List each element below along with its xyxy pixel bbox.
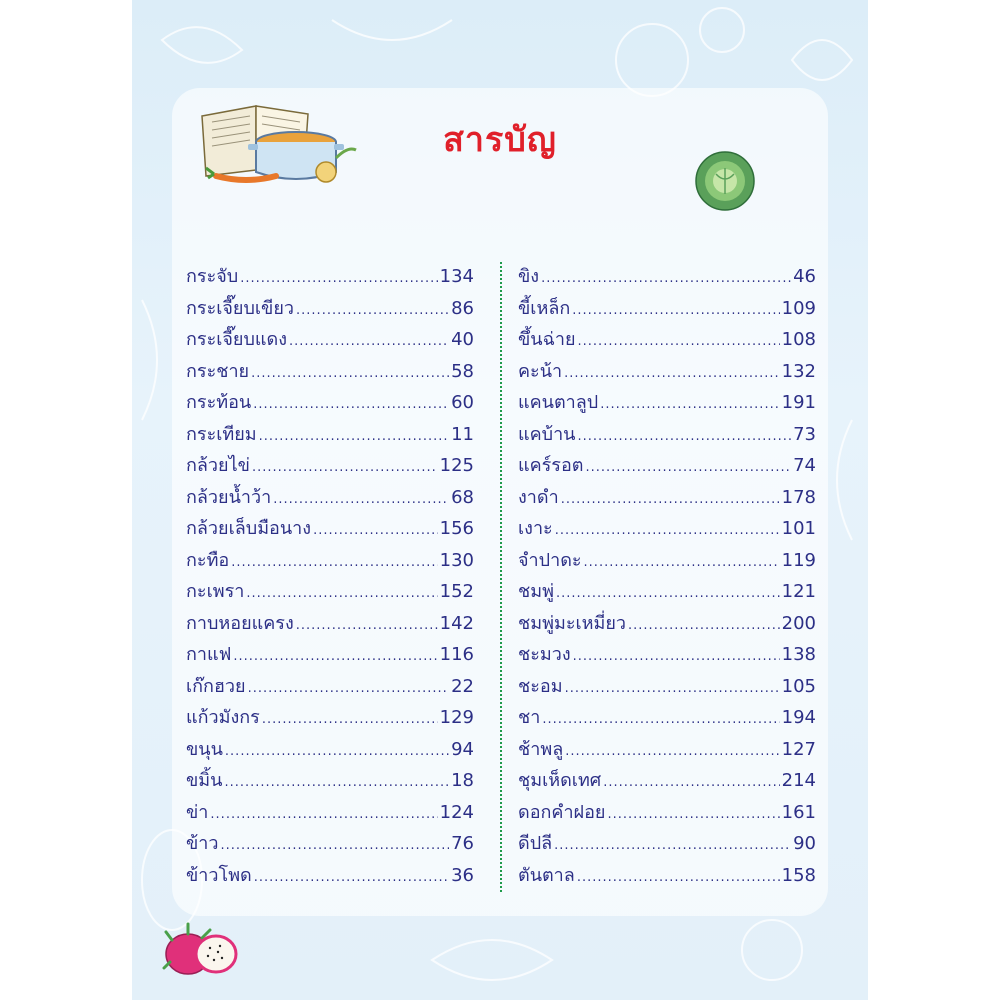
toc-entry [518,356,816,388]
toc-entry-name: ชะอม [518,675,563,697]
toc-entry-page: 58 [451,360,474,382]
toc-entry [518,387,816,419]
page-title: สารบัญ [443,120,557,160]
dot-leader [313,523,438,538]
toc-entry-page: 132 [781,360,816,382]
toc-entry [186,639,474,671]
toc-entry [518,545,816,577]
toc-entry-name: ชมพู่ [518,581,554,602]
toc-entry [186,324,474,356]
toc-entry-page: 127 [781,738,816,760]
toc-entry-name: จำปาดะ [518,549,582,571]
toc-entry [518,702,816,734]
toc-entry [186,702,474,734]
dot-leader [296,303,449,318]
toc-entry [518,639,816,671]
toc-entry-page: 86 [451,297,474,319]
dot-leader [542,712,779,727]
dot-leader [262,712,438,727]
toc-entry [518,734,816,766]
toc-entry-name: ดอกคำฝอย [518,801,606,823]
dot-leader [253,397,449,412]
toc-entry-name: กล้วยเล็บมือนาง [186,518,312,539]
toc-entry-name: คะน้า [518,360,563,382]
toc-right-column [518,261,816,891]
toc-entry [186,576,474,608]
toc-entry-name: แคนตาลูป [518,392,599,413]
toc-entry-name: แคร์รอต [518,455,584,476]
dot-leader [259,429,449,444]
dot-leader [564,366,780,381]
toc-entry-page: 116 [439,644,474,665]
toc-entry [518,608,816,640]
dot-leader [577,429,791,444]
toc-entry-page: 36 [451,864,474,886]
dot-leader [554,838,791,853]
toc-entry-page: 138 [781,644,816,665]
dot-leader [251,366,449,381]
dot-leader [254,870,449,885]
toc-entry-name: กาแฟ [186,644,232,665]
dot-leader [565,681,780,696]
dot-leader [607,807,779,822]
toc-entry [518,450,816,482]
toc-entry [186,671,474,703]
dot-leader [225,744,449,759]
toc-entry-page: 90 [793,833,816,854]
toc-entry-name: กะทือ [186,549,230,571]
toc-entry-page: 11 [451,423,474,445]
toc-entry [186,513,474,545]
dot-leader [224,775,449,790]
dot-leader [233,649,437,664]
toc-entry-page: 152 [439,581,474,602]
toc-entry-name: ดีปลี [518,833,553,854]
toc-left-column [186,261,474,891]
toc-entry-page: 109 [781,297,816,319]
toc-entry-name: กระท้อน [186,392,252,413]
dot-leader [541,271,791,286]
dot-leader [221,838,450,853]
toc-entry [518,261,816,293]
toc-entry-page: 156 [439,518,474,539]
toc-entry-page: 124 [439,801,474,823]
dot-leader [246,586,437,601]
toc-entry [518,860,816,892]
dot-leader [565,744,779,759]
toc-entry-page: 134 [439,266,474,287]
toc-entry [518,828,816,860]
toc-entry [186,608,474,640]
toc-entry [186,765,474,797]
toc-entry [518,513,816,545]
toc-entry-name: ช้าพลู [518,738,564,760]
toc-entry-page: 125 [439,455,474,476]
toc-entry [186,482,474,514]
toc-entry-name: ขมิ้น [186,770,223,791]
dragon-fruit-illustration [162,918,242,980]
toc-entry-name: กระจับ [186,266,239,287]
cookbook-pot-illustration [196,100,360,190]
dot-leader [555,523,780,538]
toc-entry-name: ชมพู่มะเหมี่ยว [518,612,627,634]
toc-entry [518,324,816,356]
toc-entry-name: ชุมเห็ดเทศ [518,770,602,791]
dot-leader [273,492,449,507]
dot-leader [573,649,780,664]
toc-entry [186,356,474,388]
toc-entry-name: กล้วยไข่ [186,455,250,476]
toc-entry-page: 74 [793,455,816,476]
toc-entry [186,293,474,325]
dot-leader [561,492,780,507]
toc-entry-name: กะเพรา [186,581,245,602]
toc-entry-name: ตันตาล [518,864,575,886]
dot-leader [572,303,779,318]
toc-entry-name: กระเจี๊ยบแดง [186,329,287,350]
dot-leader [289,334,449,349]
toc-entry [518,765,816,797]
dot-leader [556,586,780,601]
toc-entry-name: ข่า [186,801,209,823]
toc-entry-page: 161 [781,801,816,823]
dot-leader [577,870,780,885]
toc-entry-page: 76 [451,833,474,854]
toc-entry-page: 40 [451,329,474,350]
toc-entry [518,419,816,451]
toc-entry-name: กาบหอยแครง [186,612,294,634]
dot-leader [252,460,438,475]
toc-entry-page: 46 [793,266,816,287]
toc-entry-name: งาดำ [518,486,559,508]
dot-leader [248,681,450,696]
toc-entry-name: เงาะ [518,518,553,539]
toc-entry-name: ขิง [518,266,540,287]
toc-entry-name: แก้วมังกร [186,707,260,728]
toc-entry [186,734,474,766]
toc-entry-page: 121 [781,581,816,602]
toc-entry-page: 200 [781,612,816,634]
toc-entry-name: กล้วยน้ำว้า [186,486,272,508]
toc-entry-page: 158 [781,864,816,886]
toc-entry-page: 214 [781,770,816,791]
cabbage-illustration [694,150,756,212]
toc-entry [518,293,816,325]
toc-entry [186,261,474,293]
toc-entry-name: ขี้เหล็ก [518,297,571,319]
toc-entry [186,387,474,419]
toc-entry-name: ข้าว [186,833,219,854]
dot-leader [578,334,780,349]
toc-entry-page: 178 [781,486,816,508]
column-divider [500,262,502,892]
toc-entry [518,671,816,703]
toc-entry-name: ขนุน [186,738,223,760]
toc-entry-name: กระชาย [186,360,250,382]
toc-entry-page: 191 [781,392,816,413]
dot-leader [240,271,437,286]
toc-entry-page: 18 [451,770,474,791]
toc-entry [186,797,474,829]
toc-entry-name: แคบ้าน [518,423,576,445]
toc-entry [186,450,474,482]
toc-entry-name: ชะมวง [518,644,571,665]
toc-entry-name: เก๊กฮวย [186,675,246,697]
toc-entry-name: ขึ้นฉ่าย [518,329,576,350]
toc-entry-page: 105 [781,675,816,697]
toc-entry-page: 108 [781,329,816,350]
toc-entry-page: 68 [451,486,474,508]
toc-entry [186,828,474,860]
toc-entry [518,482,816,514]
dot-leader [296,618,438,633]
toc-entry [186,860,474,892]
toc-entry-name: กระเจี๊ยบเขียว [186,297,295,319]
toc-entry-page: 73 [793,423,816,445]
toc-entry-page: 142 [439,612,474,634]
dot-leader [210,807,437,822]
toc-entry-page: 194 [781,707,816,728]
toc-entry-page: 119 [781,549,816,571]
toc-entry [518,797,816,829]
toc-entry-page: 22 [451,675,474,697]
dot-leader [231,555,437,570]
dot-leader [600,397,779,412]
toc-entry-page: 130 [439,549,474,571]
toc-entry [518,576,816,608]
toc-entry-page: 129 [439,707,474,728]
toc-entry-page: 94 [451,738,474,760]
toc-entry-name: ชา [518,707,541,728]
dot-leader [585,460,791,475]
dot-leader [628,618,780,633]
toc-entry-page: 101 [781,518,816,539]
toc-entry [186,419,474,451]
toc-entry-page: 60 [451,392,474,413]
dot-leader [584,555,780,570]
toc-entry [186,545,474,577]
toc-entry-name: ข้าวโพด [186,864,252,886]
dot-leader [603,775,779,790]
toc-entry-name: กระเทียม [186,423,257,445]
